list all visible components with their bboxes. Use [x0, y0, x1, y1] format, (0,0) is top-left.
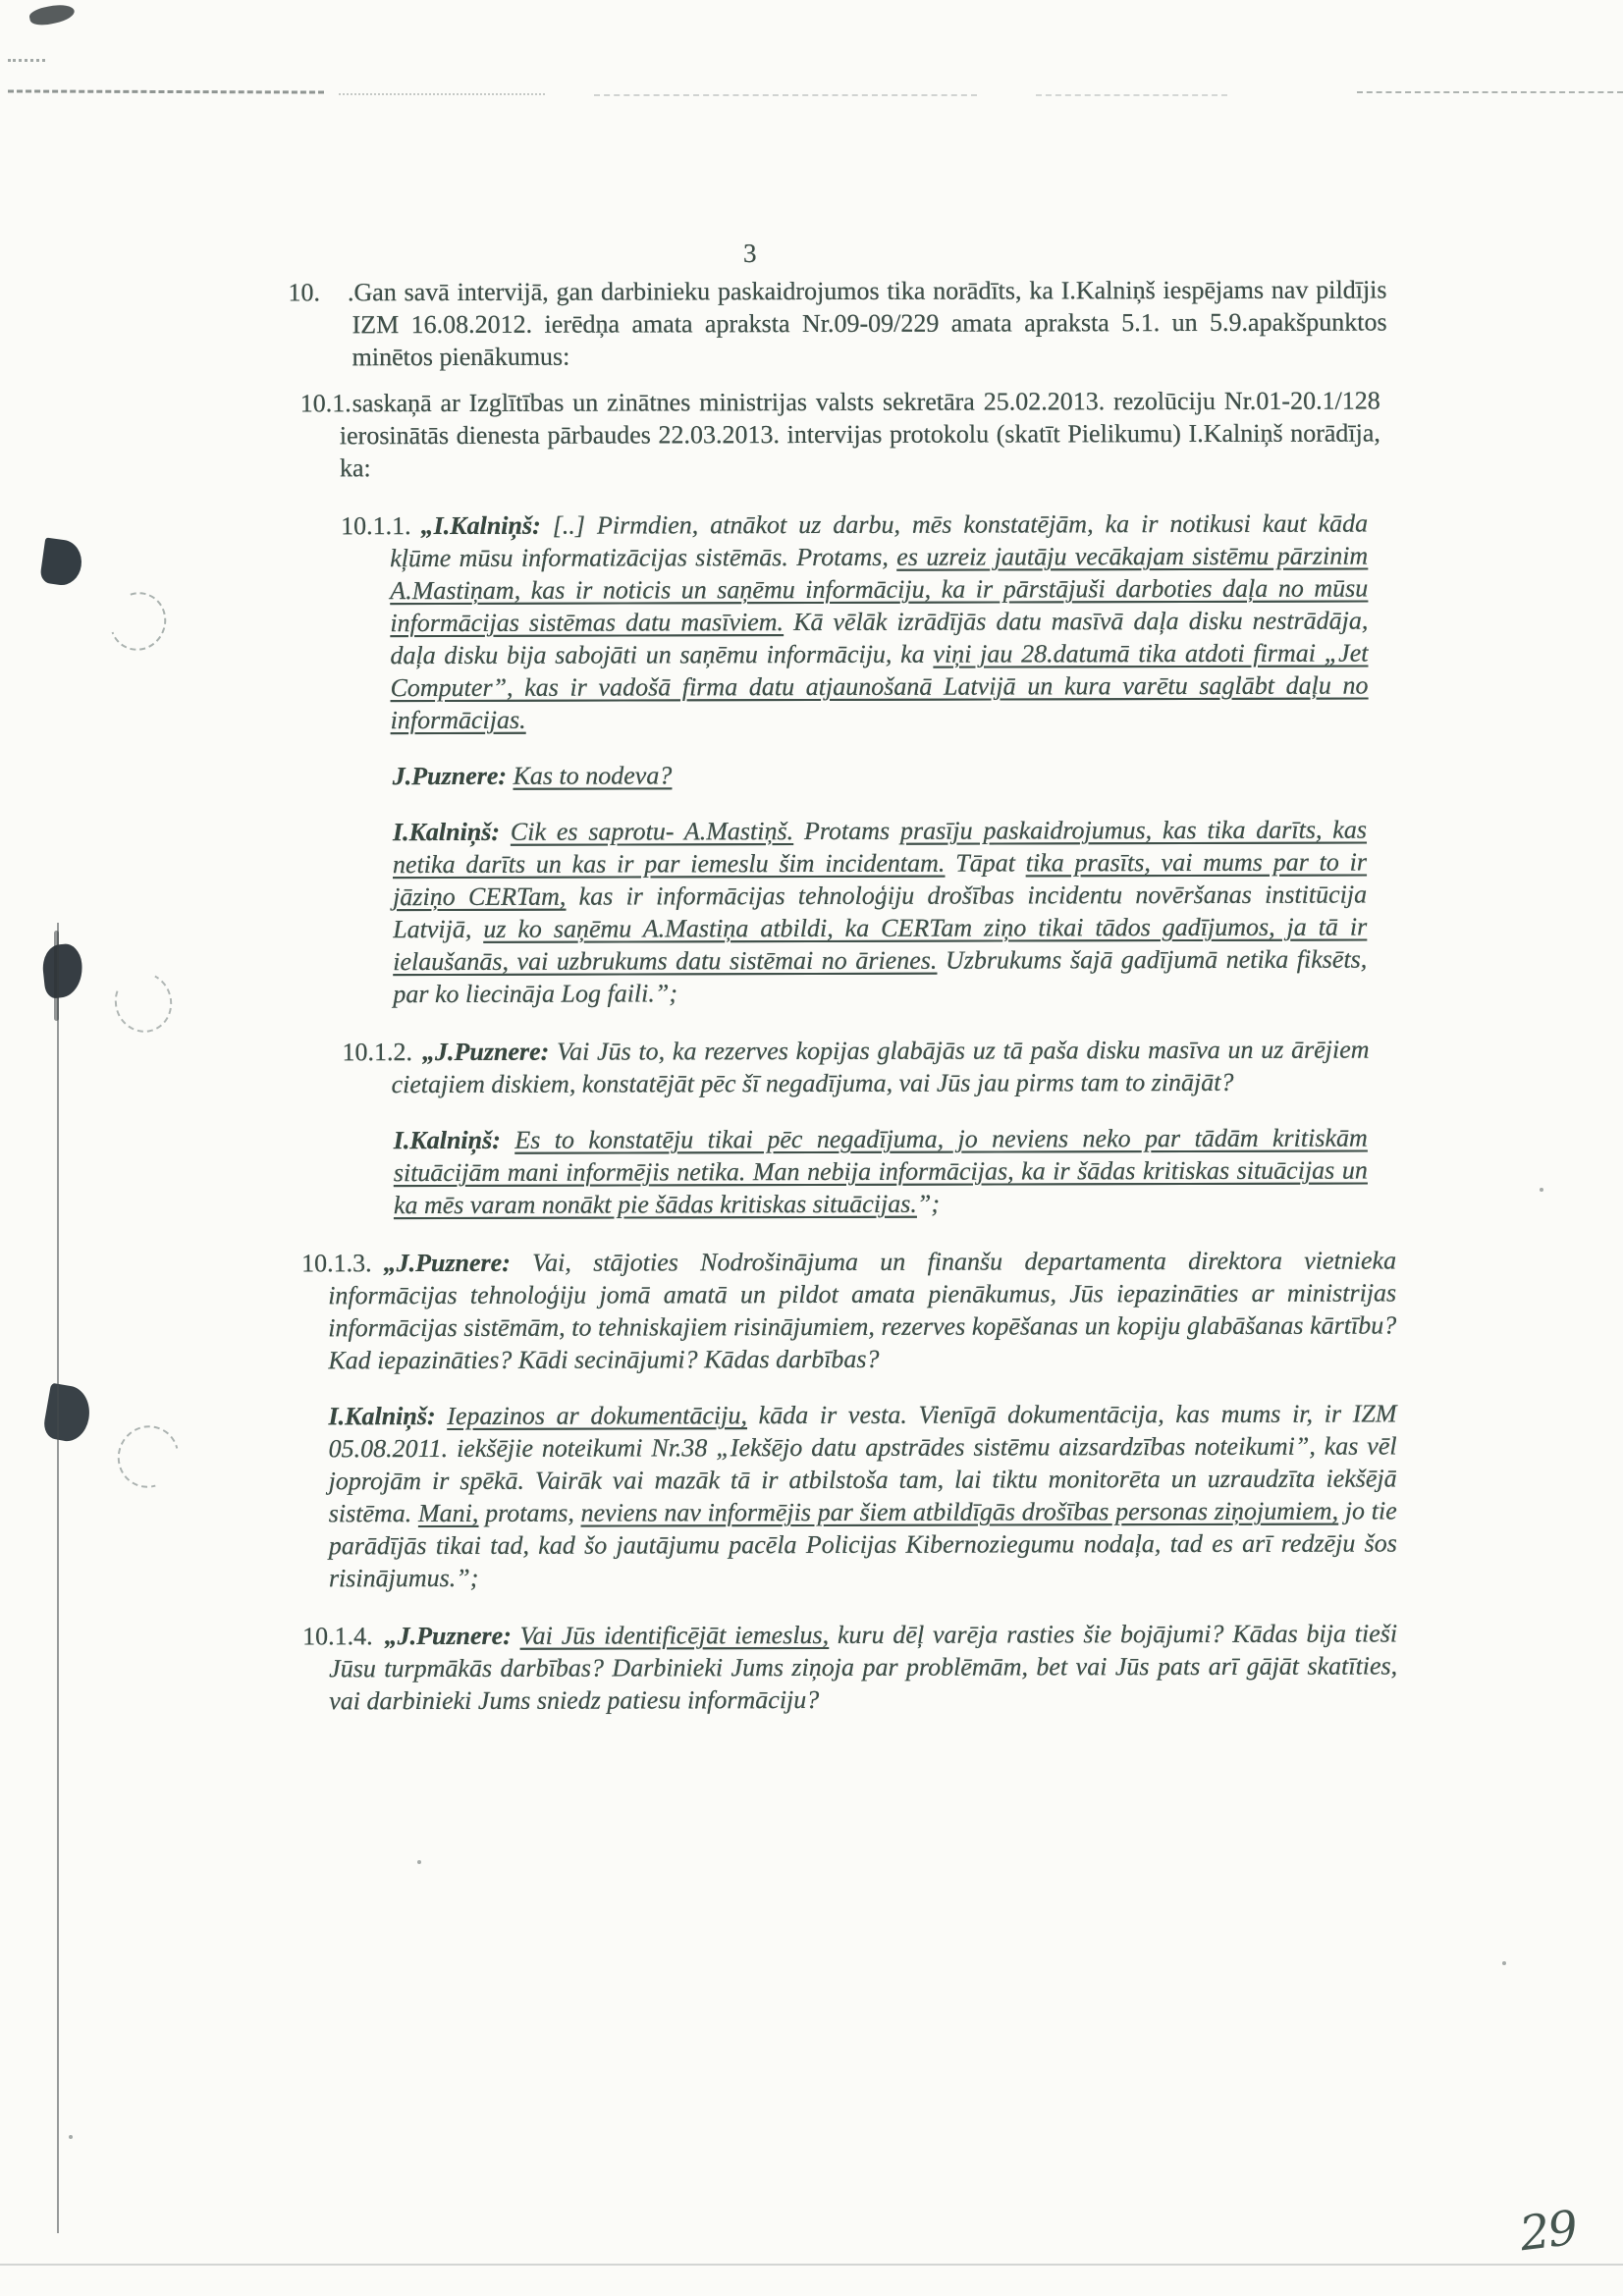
scan-bottom-edge-line — [0, 2264, 1623, 2266]
paragraph-10-1 — [299, 384, 1380, 484]
text-segment: uz ko saņēmu A.Mastiņa atbildi, ka CERTam ziņo tikai tādos gadījumos, ja tā ir ielaušanās, vai uzbrukums datu sistēmai no ārienes. — [393, 912, 1368, 977]
scan-speck — [417, 1860, 421, 1864]
text-segment: Tāpat — [945, 848, 1026, 878]
text-segment: prasīju paskaidrojumus, kas tika darīts, kas netika darīts un kas ir par iemeslu šim incidentam. — [392, 815, 1367, 880]
text-segment: I.Kalniņš: — [392, 817, 501, 847]
paragraph-number: 10.1.2. — [342, 1038, 413, 1067]
text-segment: „J.Puznere: — [384, 1621, 512, 1651]
text-segment: protams, — [478, 1498, 581, 1527]
text-segment: kuru dēļ varēja rasties šie bojājumi? Kādas bija tieši Jūsu turpmākās darbības? Darbinieki Jums ziņoja par problēmām, bet vai Jūs pats arī gājāt skatīties, vai darbinieki Jums sniedz patiesu informāciju? — [329, 1619, 1398, 1716]
text-segment: tika prasīts, vai mums par to ir jāziņo CERTam, — [393, 847, 1368, 912]
text-segment: Vai Jūs to, ka rezerves kopijas glabājās uz tā paša disku masīva un uz ārējiem cietajiem diskiem, konstatējāt pēc šī negadījuma, vai Jūs jau pirms tam to zinājāt? — [391, 1035, 1370, 1099]
text-segment: jo tie parādījās tikai tad, kad šo jautājumu pacēla Policijas Kibernoziegumu nodaļa, tad es arī redzēju šos risinājumus.”; — [328, 1496, 1397, 1593]
text-segment: Mani, — [417, 1498, 479, 1528]
paragraph-10-1-1 — [341, 507, 1369, 737]
text-segment: Kā vēlāk izrādījās datu masīvā daļa disku nestrādāja, daļa disku bija sabojāti un saņēmu informāciju, ka — [390, 606, 1369, 670]
text-segment: Cik es saprotu- A.Mastiņš. — [510, 817, 794, 846]
text-segment: „J.Puznere: — [383, 1248, 511, 1278]
text-segment: Iepazinos ar dokumentāciju, — [447, 1401, 748, 1430]
text-segment: .Gan savā intervijā, gan darbinieku paskaidrojumos tika norādīts, ka I.Kalniņš iespējams nav pildījis IZM 16.08.2012. ierēdņa amata apraksta Nr.09-09/229 amata apraksta 5.1. un 5.9.apakšpunktos minētos pienākumus: — [347, 275, 1387, 372]
paragraph-number: 10. — [288, 278, 321, 307]
text-segment: kas ir informācijas tehnoloģiju drošības incidentu novēršanas institūcija Latvijā, — [393, 880, 1368, 944]
paragraph-10-1-3 — [301, 1244, 1397, 1376]
text-segment: I.Kalniņš: — [393, 1125, 501, 1155]
text-segment: „J.Puznere: — [421, 1037, 550, 1067]
text-segment: I.Kalniņš: — [328, 1402, 436, 1431]
paragraph-speaker — [393, 758, 1367, 793]
paragraph-number: 10.1.4. — [302, 1622, 373, 1651]
paragraph-speaker — [394, 1122, 1368, 1222]
text-segment — [500, 818, 511, 846]
paragraph-speaker — [393, 814, 1368, 1011]
text-segment: Kas to nodeva? — [513, 761, 673, 790]
paragraph-number: 10.1.3. — [301, 1249, 372, 1278]
text-segment: Es to konstatēju tikai pēc negadījuma, jo neviens neko par tādām kritiskām situācijām mani informējis netika. Man nebija informācijas, ka ir šādas kritiskas situācijas un ka mēs varam nonākt pie šādas kritiskas situācijas. — [393, 1123, 1368, 1220]
paragraph-10-1-2 — [342, 1034, 1370, 1101]
page-number: 3 — [743, 239, 757, 268]
text-segment: ”; — [916, 1189, 941, 1218]
text-segment: [..] Pirmdien, atnākot uz darbu, mēs konstatējām, ka ir notikusi kaut kāda kļūme mūsu informatizācijas sistēmās. Protams, — [390, 508, 1369, 573]
handwritten-number: 29 — [1516, 2200, 1580, 2263]
scan-speck — [69, 2135, 73, 2139]
text-segment: es uzreiz jautāju vecākajam sistēmu pārzinim A.Mastiņam, kas ir noticis un saņēmu informāciju, ka ir pārstājuši darboties daļa no mūsu informācijas sistēmas datu masīviem. — [390, 541, 1369, 638]
text-segment: „I.Kalniņš: — [420, 510, 541, 541]
paragraph-speaker — [328, 1397, 1397, 1594]
text-segment: Vai Jūs identificējāt iemeslus, — [519, 1620, 830, 1650]
text-segment — [436, 1402, 448, 1430]
paragraph-number: 10.1.1. — [341, 511, 411, 541]
text-segment — [501, 1126, 515, 1154]
text-segment — [512, 1622, 520, 1650]
paragraph-10-1-4 — [302, 1617, 1398, 1717]
text-segment: J.Puznere: — [392, 761, 508, 791]
text-segment: saskaņā ar Izglītības un zinātnes ministrijas valsts sekretāra 25.02.2013. rezolūciju Nr.01-20.1/128 ierosinātās dienesta pārbaudes 22.03.2013. intervijas protokolu (skatīt Pielikumu) I.Kalniņš norādīja, ka: — [339, 386, 1380, 483]
scan-speck — [1502, 1961, 1506, 1965]
text-segment: kāda ir vesta. Vienīgā dokumentācija, kas mums ir, ir IZM 05.08.2011. iekšējie noteikumi Nr.38 „Iekšējo datu apstrādes sistēmu aizsardzības noteikumi”, kas vēl joprojām ir spēkā. Vairāk vai mazāk tā ir atbilstoša tam, lai tiktu monitorēta un uzraudzīta iekšējā sistēma. — [328, 1399, 1397, 1528]
text-segment: neviens nav informējis par šiem atbildīgās drošības personas ziņojumiem, — [580, 1496, 1339, 1527]
text-segment: Uzbrukums šajā gadījumā netika fiksēts, par ko liecināja Log faili.”; — [393, 944, 1368, 1009]
text-segment: Protams — [793, 816, 900, 846]
paragraph-10 — [288, 273, 1387, 373]
paragraph-number: 10.1. — [299, 389, 352, 418]
text-segment: viņi jau 28.datumā tika atdoti firmai „Jet Computer”, kas ir vadošā firma datu atjaunošanā Latvijā un kura varētu saglābt daļu no informācijas. — [390, 638, 1369, 735]
text-segment: Vai, stājoties Nodrošinājuma un finanšu departamenta direktora vietnieka informācijas tehnoloģiju jomā amatā un pildot amata pienākumus, Jūs iepazināties ar ministrijas informācijas sistēmām, to tehniskajiem risinājumiem, rezerves kopēšanas un kopiju glabāšanas kārtību? Kad iepazināties? Kādi secinājumi? Kādas darbības? — [328, 1246, 1397, 1375]
